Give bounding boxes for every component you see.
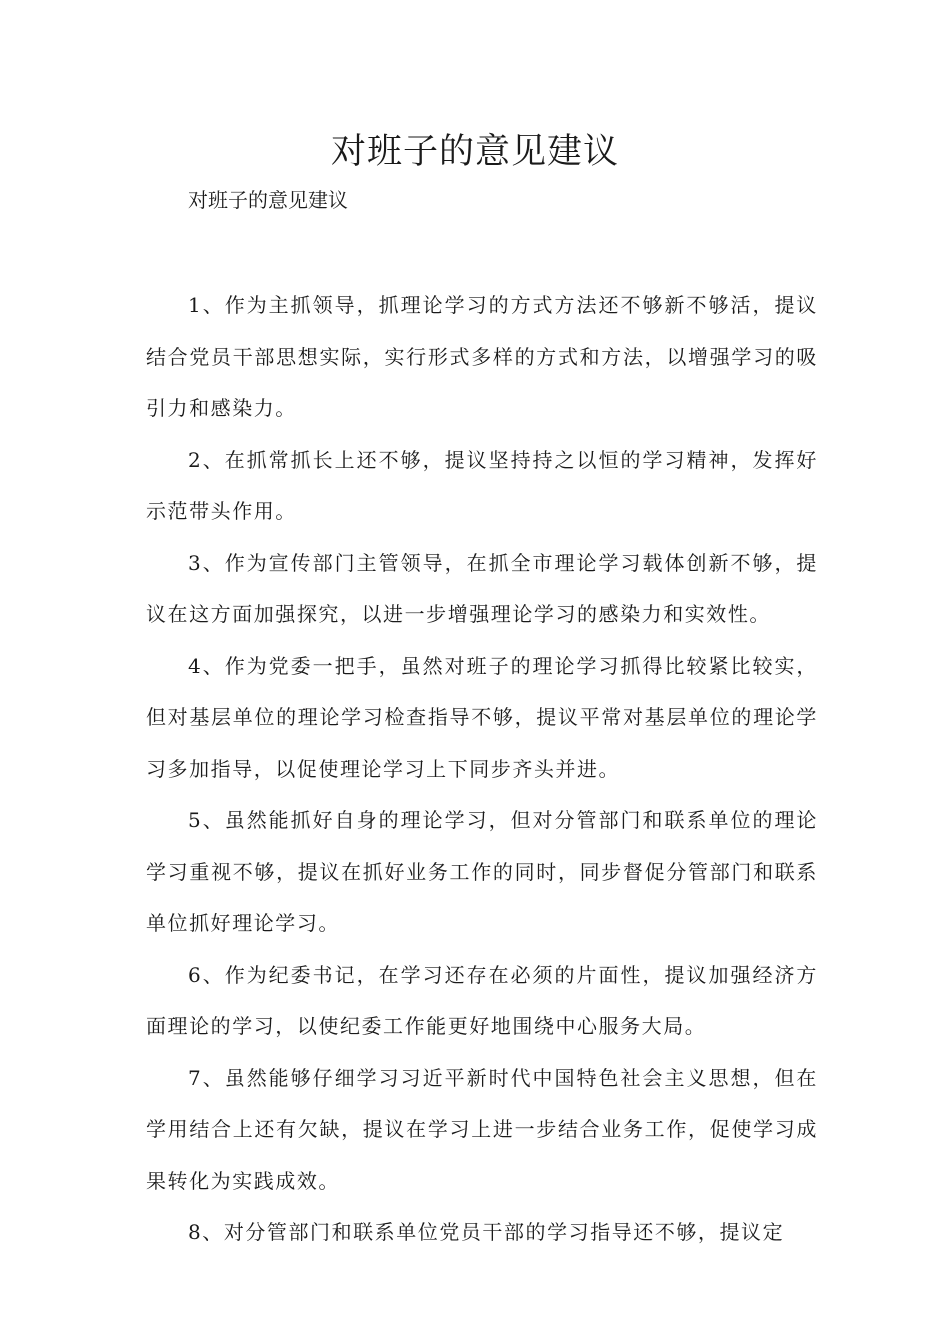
- paragraph-8: 8、对分管部门和联系单位党员干部的学习指导还不够，提议定: [188, 1220, 785, 1244]
- paragraph-2: 2、在抓常抓长上还不够，提议坚持持之以恒的学习精神，发挥好示范带头作用。: [146, 447, 818, 523]
- paragraph-5: 5、虽然能抓好自身的理论学习，但对分管部门和联系单位的理论学习重视不够，提议在抓好业务工作的同时，同步督促分管部门和联系单位抓好理论学习。: [146, 808, 818, 935]
- paragraph-4: 4、作为党委一把手，虽然对班子的理论学习抓得比较紧比较实，但对基层单位的理论学习检查指导不够，提议平常对基层单位的理论学习多加指导，以促使理论学习上下同步齐头并进。: [146, 653, 818, 781]
- document-body: [146, 280, 818, 1259]
- paragraph-6: 6、作为纪委书记，在学习还存在必须的片面性，提议加强经济方面理论的学习，以使纪委工作能更好地围绕中心服务大局。: [146, 962, 818, 1038]
- document-title: 对班子的意见建议: [330, 132, 619, 172]
- paragraph-7: 7、虽然能够仔细学习习近平新时代中国特色社会主义思想，但在学用结合上还有欠缺，提议在学习上进一步结合业务工作，促使学习成果转化为实践成效。: [146, 1065, 818, 1193]
- paragraph-1: 1、作为主抓领导，抓理论学习的方式方法还不够新不够活，提议结合党员干部思想实际，实行形式多样的方式和方法，以增强学习的吸引力和感染力。: [146, 293, 818, 420]
- document-subtitle: 对班子的意见建议: [188, 188, 348, 212]
- paragraph-3: 3、作为宣传部门主管领导，在抓全市理论学习载体创新不够，提议在这方面加强探究，以进一步增强理论学习的感染力和实效性。: [146, 550, 818, 626]
